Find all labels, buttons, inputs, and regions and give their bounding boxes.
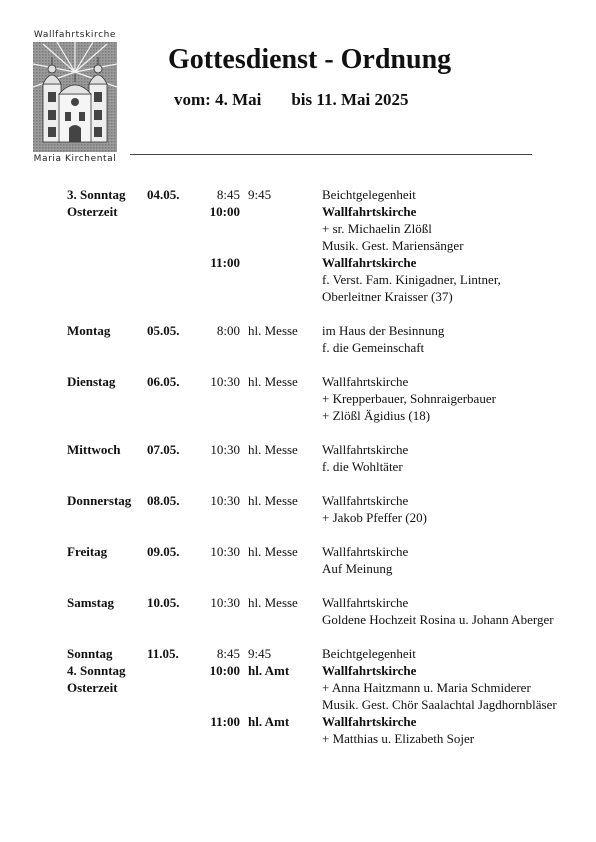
service-location: Wallfahrtskirche [322,595,409,610]
header-divider [130,154,532,155]
logo-bottom-text: Maria Kirchental [33,154,117,164]
date-range [174,90,408,110]
service-time: 10:00 [209,204,240,219]
service-time: 8:45 [216,187,240,202]
service-type: hl. Messe [248,374,298,389]
date-label: 05.05. [147,323,180,338]
date-range-to: bis 11. Mai 2025 [291,90,409,109]
date-label: 08.05. [147,493,180,508]
day-label: Montag [67,323,111,338]
service-location: Beichtgelegenheit [322,646,416,661]
church-illustration [33,42,117,152]
service-time: 10:30 [210,442,240,457]
page-title: Gottesdienst - Ordnung [168,44,452,75]
service-location: Beichtgelegenheit [322,187,416,202]
service-intention: + Matthias u. Elizabeth Sojer [322,731,475,746]
service-location: Wallfahrtskirche [322,493,409,508]
date-label: 07.05. [147,442,180,457]
service-type: hl. Amt [248,714,290,729]
service-time: 8:45 [216,646,240,661]
day-label: Osterzeit [67,680,118,695]
date-label: 10.05. [147,595,180,610]
service-time: 11:00 [210,714,240,729]
service-intention: + Krepperbauer, Sohnraigerbauer [322,391,496,406]
day-label: 3. Sonntag [67,187,126,202]
service-intention: + Zlößl Ägidius (18) [322,408,431,423]
service-type: hl. Messe [248,544,298,559]
service-intention: f. Verst. Fam. Kinigadner, Lintner, [322,272,501,287]
service-location: Wallfahrtskirche [322,204,417,219]
day-label: Dienstag [67,374,116,389]
service-time: 10:30 [210,544,240,559]
service-location: im Haus der Besinnung [322,323,445,338]
church-logo [30,30,120,164]
day-label: Freitag [67,544,108,559]
day-label: Mittwoch [67,442,121,457]
service-time: 10:30 [210,493,240,508]
service-time: 11:00 [210,255,240,270]
date-label: 11.05. [147,646,179,661]
service-intention: Auf Meinung [322,561,393,576]
day-label: 4. Sonntag [67,663,126,678]
service-type: hl. Messe [248,595,298,610]
service-type: hl. Messe [248,323,298,338]
logo-top-text: Wallfahrtskirche [33,30,117,40]
service-time: 10:00 [209,663,240,678]
service-location: Wallfahrtskirche [322,442,409,457]
service-intention: f. die Wohltäter [322,459,403,474]
service-intention: + Jakob Pfeffer (20) [322,510,427,525]
service-type: 9:45 [248,187,272,202]
service-intention: f. die Gemeinschaft [322,340,425,355]
service-type: hl. Messe [248,493,298,508]
service-type: hl. Messe [248,442,298,457]
service-intention: Musik. Gest. Mariensänger [322,238,464,253]
date-label: 04.05. [147,187,180,202]
service-type: hl. Amt [248,663,290,678]
service-time: 10:30 [210,595,240,610]
service-intention: Musik. Gest. Chör Saalachtal Jagdhornbläser [322,697,557,712]
service-intention: Oberleitner Kraisser (37) [322,289,453,304]
day-label: Sonntag [67,646,113,661]
service-intention: Goldene Hochzeit Rosina u. Johann Aberger [322,612,554,627]
date-range-from: vom: 4. Mai [174,90,262,109]
service-location: Wallfahrtskirche [322,663,417,678]
day-label: Donnerstag [67,493,132,508]
service-intention: + sr. Michaelin Zlößl [322,221,432,236]
service-location: Wallfahrtskirche [322,544,409,559]
day-label: Samstag [67,595,114,610]
service-time: 10:30 [210,374,240,389]
service-type: 9:45 [248,646,272,661]
date-label: 09.05. [147,544,180,559]
service-location: Wallfahrtskirche [322,255,417,270]
service-location: Wallfahrtskirche [322,714,417,729]
date-label: 06.05. [147,374,180,389]
service-location: Wallfahrtskirche [322,374,409,389]
service-time: 8:00 [216,323,240,338]
day-label: Osterzeit [67,204,118,219]
service-intention: + Anna Haitzmann u. Maria Schmiderer [322,680,531,695]
